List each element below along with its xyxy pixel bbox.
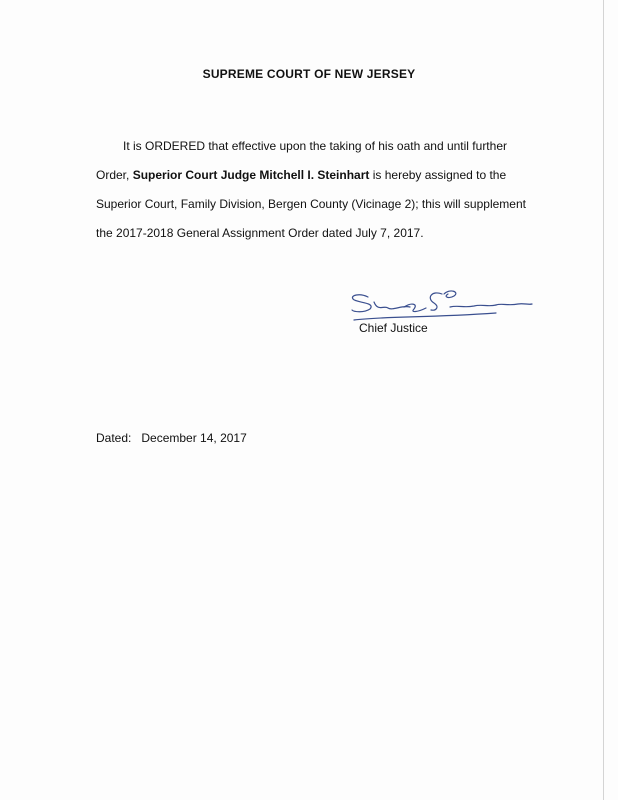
signer-title: Chief Justice bbox=[359, 321, 428, 335]
dated-label: Dated: bbox=[96, 431, 132, 445]
scan-edge-line bbox=[603, 0, 604, 800]
order-text-end: is hereby assigned to the Superior Court, Family Division, Bergen County (Vicinage 2); this will supplement the 2017-2018 General Assignment Order dated July 7, 2017. bbox=[96, 168, 526, 240]
order-paragraph bbox=[96, 132, 536, 248]
judge-name: Superior Court Judge Mitchell I. Steinhart bbox=[132, 168, 370, 182]
dated-date: December 14, 2017 bbox=[141, 431, 247, 445]
court-heading: SUPREME COURT OF NEW JERSEY bbox=[202, 67, 416, 81]
chief-justice-signature bbox=[346, 280, 536, 322]
order-text-start: It is ORDERED that effective upon the taking of his oath and until further Order, bbox=[96, 139, 507, 182]
dated-line bbox=[96, 431, 247, 445]
